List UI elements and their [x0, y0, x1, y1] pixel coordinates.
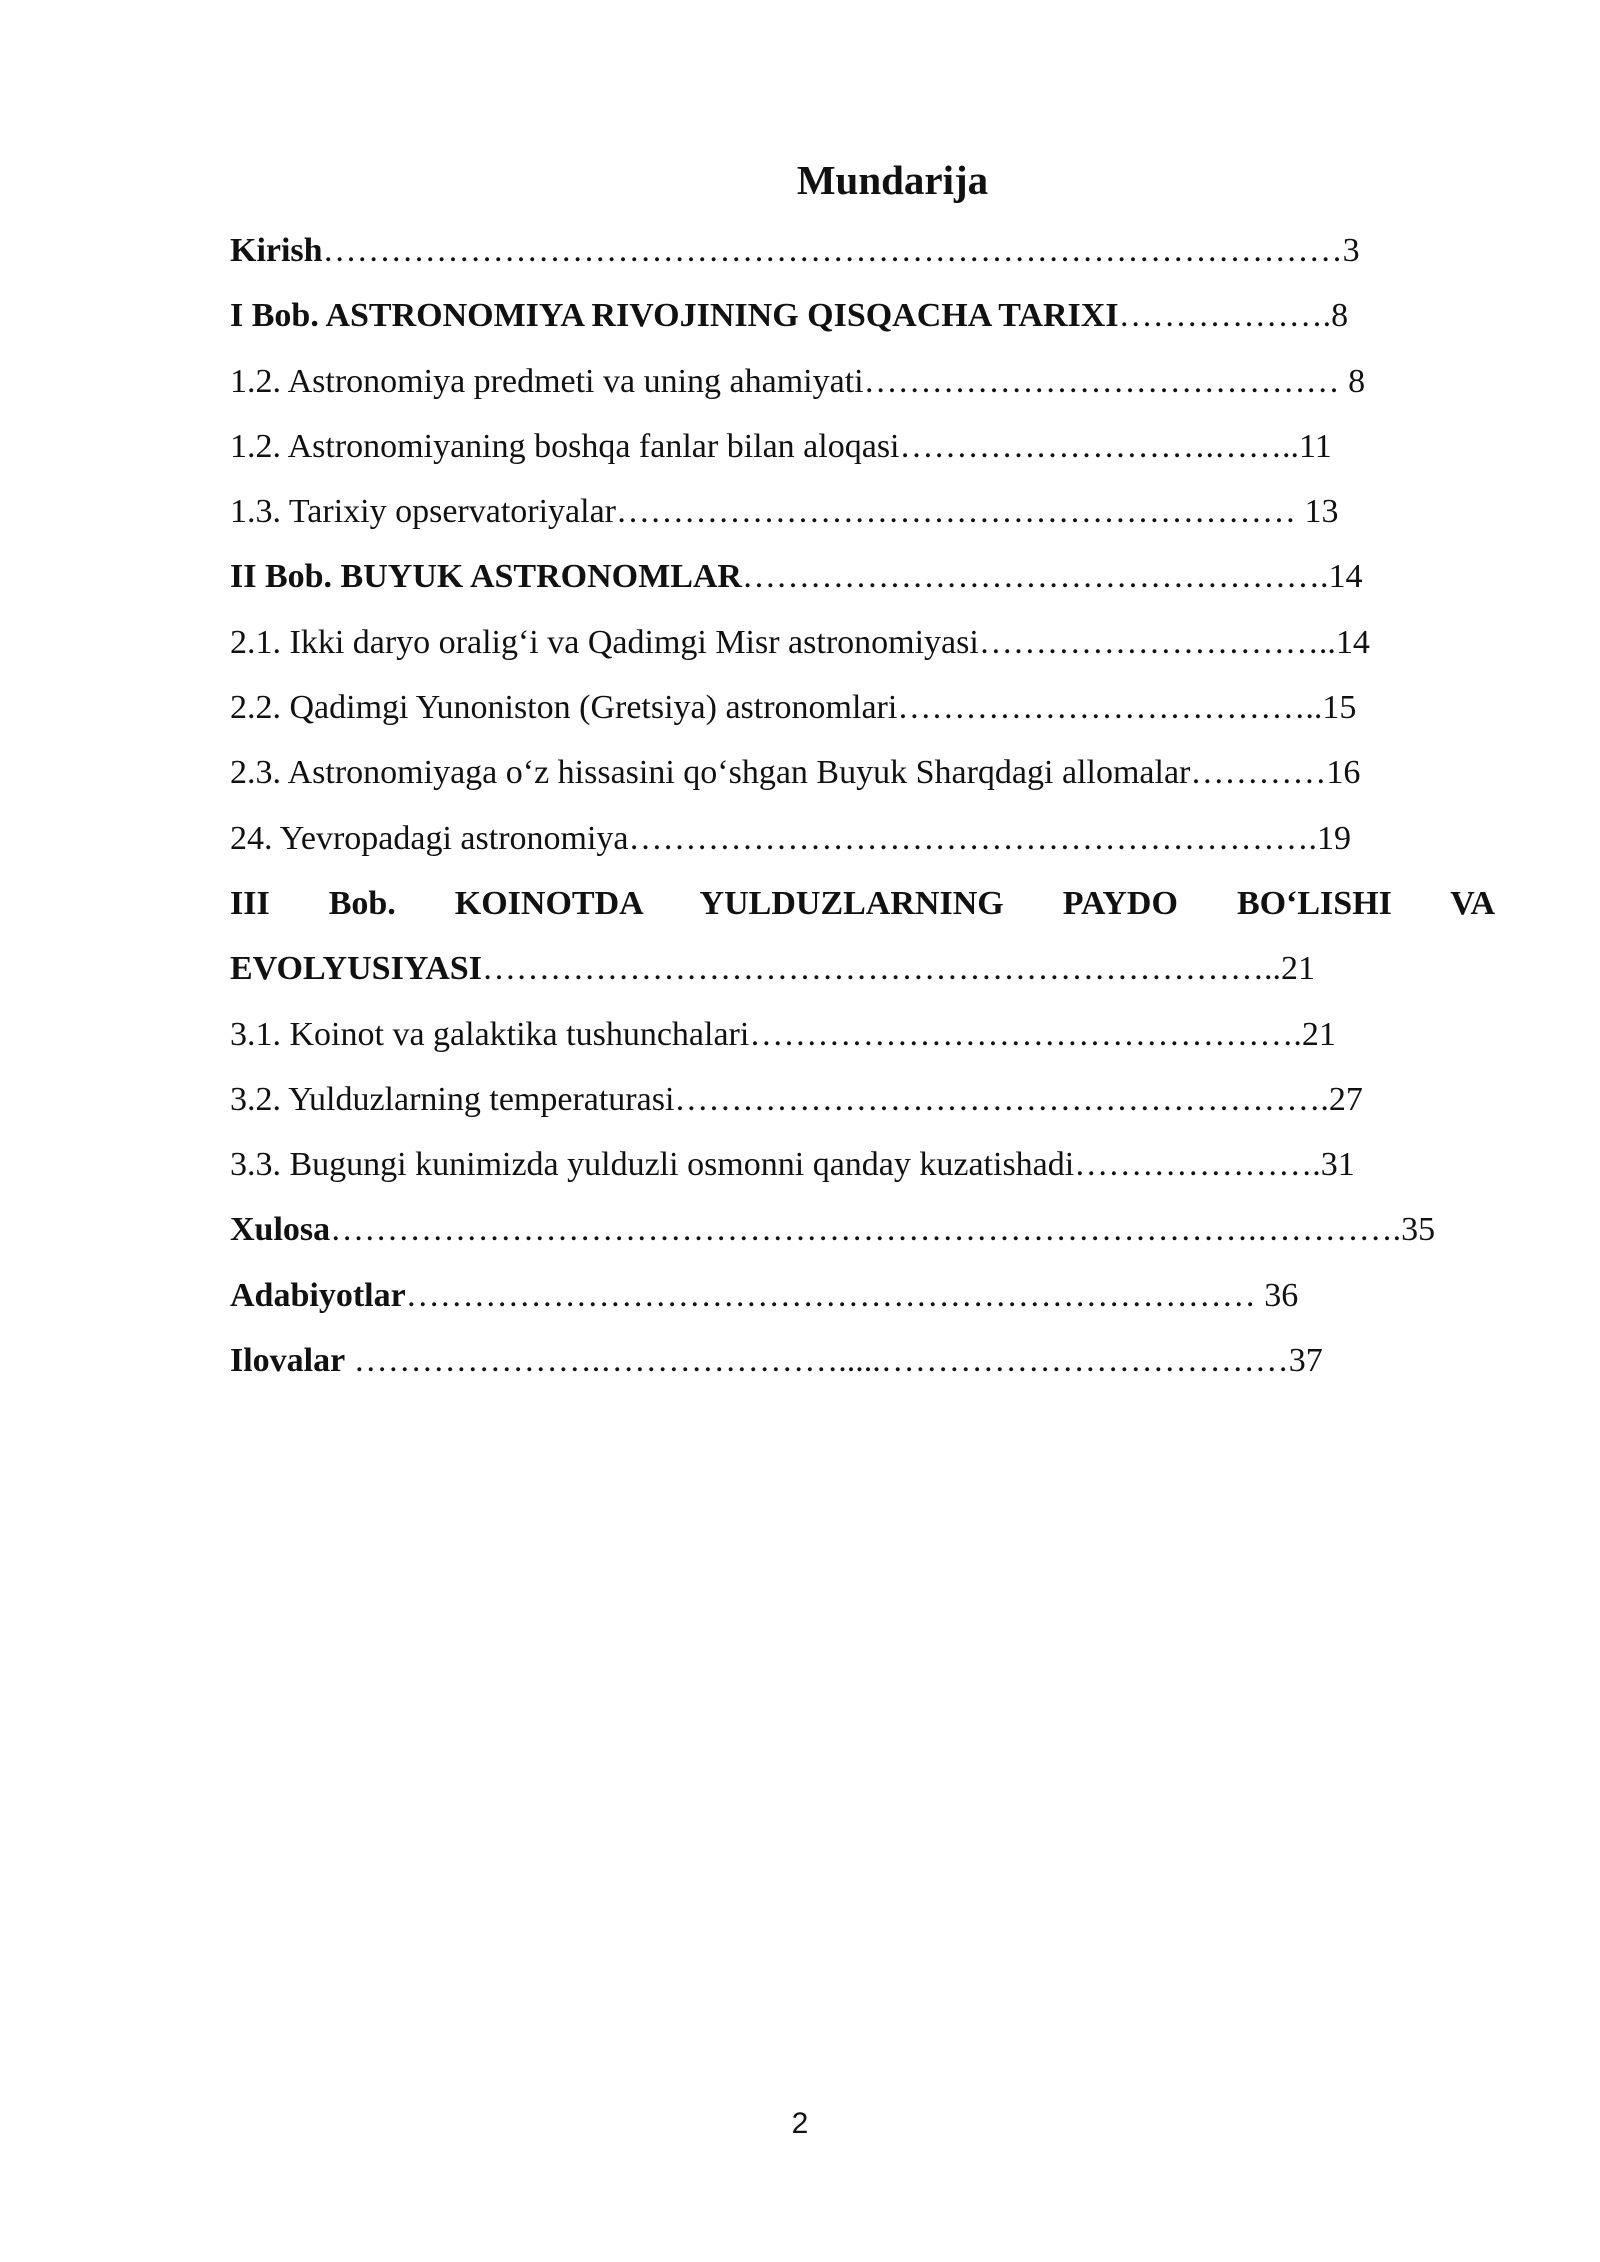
toc-entry-title: 1.3. Tarixiy opservatoriyalar	[230, 493, 616, 531]
toc-entry	[230, 1197, 1495, 1262]
toc-leader: ………………….	[1074, 1146, 1321, 1184]
toc-entry	[230, 283, 1495, 348]
toc-leader: ………………….………………….....………………………………	[345, 1342, 1289, 1380]
toc-entry-title: I Bob. ASTRONOMIYA RIVOJINING QISQACHA TARIXI	[230, 297, 1119, 335]
toc-page-number: 27	[1328, 1080, 1363, 1118]
toc-page-number: 15	[1322, 689, 1357, 727]
toc-entry-title: 2.1. Ikki daryo oralig‘i va Qadimgi Misr astronomiyasi	[230, 623, 979, 661]
toc-entry-title: 1.2. Astronomiya predmeti va uning ahamiyati	[230, 362, 864, 400]
toc-page-number: 3	[1342, 232, 1360, 269]
toc-entry-title: 2.3. Astronomiyaga o‘z hissasini qo‘shgan Buyuk Sharqdagi allomalar	[230, 754, 1191, 792]
toc-page-number: 13	[1304, 493, 1339, 531]
toc-page-number: 21	[1280, 950, 1315, 988]
toc-leader: ……………….	[1118, 297, 1332, 335]
toc-leader: ……………………………………………………………………….………….	[330, 1211, 1402, 1249]
toc-entry	[230, 1328, 1495, 1393]
toc-leader: ………………………………………….	[749, 1015, 1302, 1053]
toc-leader: …………………………………………….	[741, 558, 1329, 596]
toc-leader: ……………………………………………………	[616, 493, 1296, 531]
toc-entry-title: 3.2. Yulduzlarning temperaturasi	[230, 1080, 675, 1118]
toc-leader: ……………………….……..	[899, 427, 1299, 465]
toc-entry-title: II Bob. BUYUK ASTRONOMLAR	[230, 558, 742, 596]
toc-entry-title: III Bob. KOINOTDA YULDUZLARNING PAYDO BO‘LISHI VA EVOLYUSIYASI	[230, 884, 1495, 988]
toc-page-number: 36	[1264, 1276, 1299, 1314]
page-title: Mundarija	[796, 157, 989, 203]
toc-page-number: 16	[1326, 754, 1361, 792]
toc-page-number: 21	[1301, 1015, 1336, 1053]
toc-page-number: 37	[1288, 1342, 1323, 1380]
toc-leader: …………………………………………………………………	[405, 1276, 1256, 1314]
toc-entry	[230, 479, 1495, 544]
toc-entry-title: Kirish	[230, 232, 323, 269]
toc-entry	[230, 1002, 1495, 1067]
toc-entry	[230, 1132, 1495, 1197]
toc-entry	[230, 1067, 1495, 1132]
toc-entry-title: 3.3. Bugungi kunimizda yulduzli osmonni qanday kuzatishadi	[230, 1146, 1075, 1184]
toc-entry	[230, 871, 1495, 1002]
toc-page-number: 31	[1320, 1146, 1355, 1184]
toc-entry-title: 2.2. Qadimgi Yunoniston (Gretsiya) astronomlari	[230, 689, 898, 727]
toc-entry-title: Xulosa	[230, 1211, 331, 1249]
toc-entry	[230, 349, 1495, 414]
toc-entry	[230, 218, 1495, 283]
toc-entry-title: 3.1. Koinot va galaktika tushunchalari	[230, 1015, 750, 1053]
toc-entry	[230, 675, 1495, 740]
page-number: 2	[791, 2107, 809, 2140]
toc-leader: ………………………………………………….	[674, 1080, 1329, 1118]
toc-page-number: 35	[1401, 1211, 1436, 1249]
toc-entry-title: 24. Yevropadagi astronomiya	[230, 819, 629, 857]
toc-leader: …………………………………………………….	[628, 819, 1318, 857]
toc-entry-title: Ilovalar	[230, 1342, 346, 1380]
toc-leader: ………………………………………………………………………………	[322, 232, 1343, 269]
toc-entry	[230, 610, 1495, 675]
toc-entry-title: Adabiyotlar	[230, 1276, 406, 1314]
toc-entry	[230, 740, 1495, 805]
toc-page-number: 14	[1328, 558, 1363, 596]
table-of-contents	[230, 218, 1495, 1393]
toc-entry	[230, 806, 1495, 871]
toc-page-number: 19	[1317, 819, 1352, 857]
toc-entry	[230, 414, 1495, 479]
toc-entry	[230, 1263, 1495, 1328]
toc-leader: ……………………………………………………………..	[481, 950, 1281, 988]
toc-leader: ………………………………..	[897, 689, 1323, 727]
toc-leader: …………………………..	[978, 623, 1336, 661]
toc-page-number: 14	[1335, 623, 1370, 661]
toc-leader: …………	[1190, 754, 1327, 792]
toc-page-number: 8	[1331, 297, 1349, 335]
toc-page-number: 11	[1299, 427, 1332, 465]
toc-leader: ……………………………………	[863, 362, 1340, 400]
toc-entry-title: 1.2. Astronomiyaning boshqa fanlar bilan aloqasi	[230, 427, 900, 465]
toc-page-number: 8	[1348, 362, 1366, 400]
toc-entry	[230, 544, 1495, 609]
document-page	[230, 150, 1495, 1393]
